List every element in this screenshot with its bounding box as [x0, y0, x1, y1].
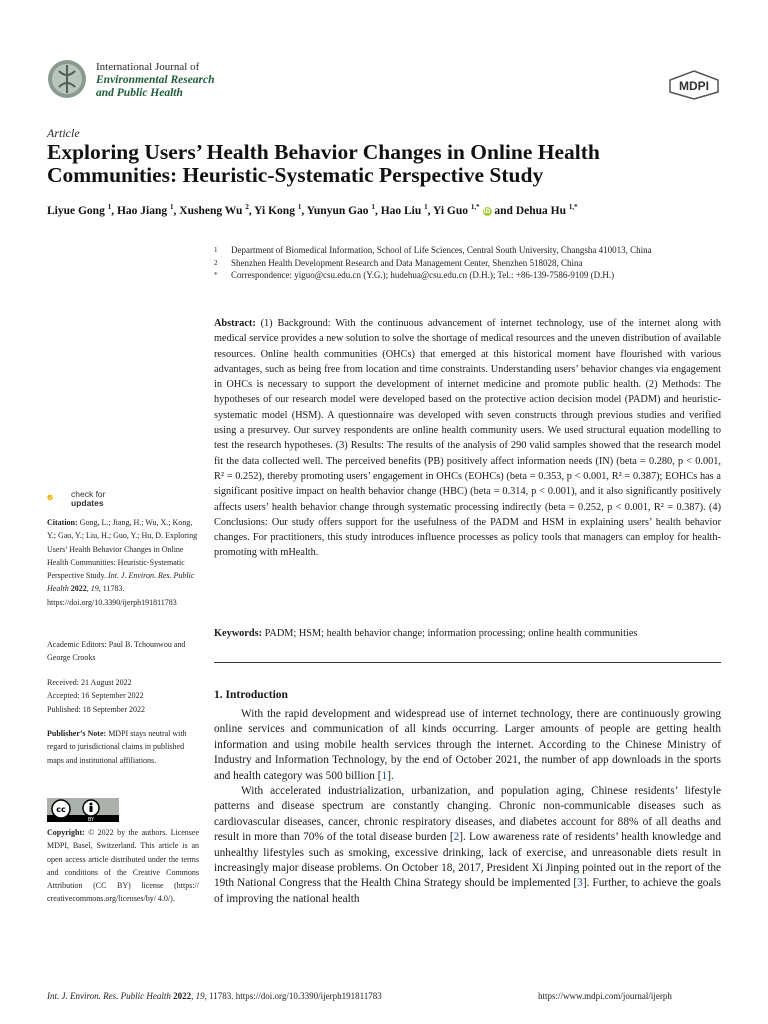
author-name: Dehua Hu — [515, 204, 566, 217]
footer-volume: 19 — [195, 991, 205, 1001]
journal-name — [96, 61, 215, 100]
keywords — [214, 628, 721, 639]
keywords-label: Keywords: — [214, 628, 263, 639]
section-divider — [214, 662, 721, 663]
author-affil-sup: 1,* — [568, 203, 578, 211]
affiliation-text: Department of Biomedical Information, School of Life Sciences, Central South University, Changsha 410013, China — [231, 245, 652, 255]
check-line-2: updates — [71, 498, 104, 508]
author-list: Liyue Gong $^1$, Hao Jiang $^1$, Xusheng Wu $^2$, Yi Kong $^1$, Yunyun Gao $^1$, Hao Liu $^1$, Yi Guo $^{1,*}$ iD and Dehua Hu $^{1,*}$ — [47, 203, 578, 217]
publisher-note — [47, 727, 199, 767]
author-name: Hao Jiang — [116, 204, 168, 217]
article-type: Article — [47, 126, 80, 140]
academic-editors: Academic Editors: Paul B. Tchounwou and George Crooks — [47, 640, 186, 663]
citation-journal: Int. J. Environ. Res. Public Health — [47, 571, 195, 594]
copyright-block — [47, 826, 199, 906]
affiliation-row — [214, 244, 724, 257]
author-affil-sup: 1 — [170, 203, 174, 211]
author-name: Yi Guo — [432, 204, 469, 217]
author-affil-sup: 1 — [371, 203, 375, 211]
publisher-note-text: MDPI stays neutral with regard to jurisdictional claims in published maps and institutional affiliations. — [47, 729, 187, 765]
affiliation-row — [214, 257, 724, 270]
author-name: Xusheng Wu — [179, 204, 243, 217]
affiliation-number: 1 — [214, 246, 218, 254]
correspondence-row — [214, 269, 724, 282]
paragraph — [214, 707, 721, 784]
footer-citation: Int. J. Environ. Res. Public Health 2022, 19, 11783. https://doi.org/10.3390/ijerph191811783 — [47, 991, 382, 1001]
author-name: Yunyun Gao — [306, 204, 369, 217]
check-for-updates-label[interactable] — [71, 490, 106, 508]
copyright-text: © 2022 by the authors. Licensee MDPI, Basel, Switzerland. This article is an open access article distributed under the terms and conditions of the Creative Commons Attribution (CC BY) license (https:// creativecommons.org/licenses/by/ 4.0/). — [47, 828, 200, 904]
check-line-1: check for — [71, 489, 106, 499]
introduction-body — [214, 707, 721, 907]
citation-link[interactable]: 1 — [381, 769, 388, 782]
author-affil-sup: 1 — [424, 203, 428, 211]
dates-block — [47, 676, 199, 716]
orcid-icon[interactable]: iD — [483, 207, 491, 215]
citation-block: Citation: Gong, L.; Jiang, H.; Wu, X.; Kong, Y.; Gao, Y.; Liu, H.; Guo, Y.; Hu, D. Exploring Users’ Health Behavior Changes in Online Health Communities: Heuristic-Systematic Perspective Study. Int. J. Environ. Res. Public Health 2022, 19, 11783. https://doi.org/10.3390/ijerph191811783 — [47, 518, 198, 607]
citation-link[interactable]: 2 — [453, 831, 460, 844]
accepted-date: Accepted: 16 September 2022 — [47, 691, 144, 701]
paragraph-text: With accelerated industrialization, urbanization, and population aging, Chinese residents’ lifestyle patterns and disease spectrum are constantly changing. Chronic non-communicable diseases such as cardiovascular diseases, cancer, chronic respiratory diseases, and diabetes account for 88% of all deaths and result in more than 70% of the total disease burden [ — [214, 785, 721, 844]
citation-label: Citation: — [47, 518, 78, 527]
author-name: Yi Kong — [254, 204, 295, 217]
affiliations — [214, 244, 724, 282]
abstract — [214, 316, 721, 561]
citation-year: 2022 — [70, 584, 87, 594]
title-line-2: Communities: Heuristic-Systematic Perspective Study — [47, 163, 544, 187]
footer-year: 2022 — [173, 991, 192, 1001]
journal-name-line3: and Public Health — [96, 87, 183, 99]
affiliation-number: 2 — [214, 258, 218, 267]
section-heading: 1. Introduction — [214, 689, 288, 701]
title-line-1: Exploring Users’ Health Behavior Changes in Online Health — [47, 140, 600, 164]
paragraph-text: ]. — [387, 769, 394, 782]
footer-journal-url[interactable]: https://www.mdpi.com/journal/ijerph — [538, 991, 672, 1001]
author-affil-sup: 1,* — [470, 203, 480, 211]
svg-text:cc: cc — [56, 805, 66, 814]
author-name: Hao Liu — [380, 204, 422, 217]
author-affil-sup: 1 — [297, 203, 302, 211]
received-date: Received: 21 August 2022 — [47, 678, 132, 687]
affiliation-text: Shenzhen Health Development Research and Data Management Center, Shenzhen 518028, China — [231, 257, 583, 268]
copyright-label: Copyright: — [47, 828, 85, 837]
citation-volume: 19 — [90, 584, 99, 594]
footer-doi[interactable]: , 11783. https://doi.org/10.3390/ijerph191811783 — [204, 991, 382, 1001]
citation-link[interactable]: 3 — [577, 877, 583, 890]
journal-name-line1: International Journal of — [96, 61, 200, 73]
citation-text: Gong, L.; Jiang, H.; Wu, X.; Kong, Y.; Gao, Y.; Liu, H.; Guo, Y.; Hu, D. Exploring Users’ Health Behavior Changes in Online Health Communities: Heuristic-Systematic Perspective Study. — [47, 518, 198, 581]
keywords-text: PADM; HSM; health behavior change; information processing; online health communities — [264, 628, 638, 639]
publisher-note-label: Publisher’s Note: — [47, 729, 107, 738]
cc-by-license-icon[interactable] — [47, 798, 119, 822]
mdpi-logo-text: MDPI — [679, 79, 709, 93]
paragraph-text: With the rapid development and widespread use of internet technology, there are continuously growing online services and communication of all kinds occurring. Larger amounts of people are getting health information and using mobile health services through the internet. According to the Chinese Ministry of Industry and Information Technology, by the end of October 2021, the number of app downloads in the sports and health category was 500 billion [ — [214, 708, 721, 782]
paragraph — [214, 784, 721, 907]
footer-journal: Int. J. Environ. Res. Public Health — [47, 991, 171, 1001]
article-title — [47, 141, 737, 187]
abstract-label: Abstract: — [214, 318, 256, 329]
paragraph-text: ]. Further, to achieve the goals of improving the national health — [214, 877, 721, 905]
correspondence-text: Correspondence: yiguo@csu.edu.cn (Y.G.); hudehua@csu.edu.cn (D.H.); Tel.: +86-139-7586-9109 (D.H.) — [231, 270, 615, 280]
paragraph-text: ]. Low awareness rate of residents’ health knowledge and unhealthy lifestyles such as smoking, excessive drinking, lack of exercise, and unreasonable diets result in increasingly major disease problems. On October 18, 2017, President Xi Jinping pointed out in the report of the 19th National Congress that the Health China Strategy should be implemented [ — [214, 831, 721, 890]
citation-doi[interactable]: , 11783. https://doi.org/10.3390/ijerph191811783 — [47, 584, 177, 607]
affiliation-number: * — [214, 271, 218, 279]
journal-name-line2: Environmental Research — [96, 74, 215, 86]
author-affil-sup: 1 — [107, 203, 112, 211]
cc-by-text: BY — [87, 817, 95, 822]
abstract-text: (1) Background: With the continuous advancement of internet technology, use of the internet along with medical service provides a new solution to solve the shortage of medical resources and the uneven distribution of available resources. Online health communities (OHCs) that emerged at this historical moment have flourished with various advantages, such as being free from location and time constraints. Understanding users’ behavior changes via engagement in OHCs is necessary to support the development of internet medicine and promote public health. (2) Methods: The hypotheses of our research model were developed based on the protective action decision model (PADM) and heuristic-systematic model (HSM). A questionnaire was developed with seven constructs through previous studies and verified using a presurvey. Our survey respondents are online health community users. We used structural equation modelling to test the research hypotheses. (3) Results: The results of the analysis of 290 valid samples showed that the research model fit the data collected well. The perceived benefits (PB) positively affect information needs (IN) (beta = 0.280, p < 0.001, R² = 0.252), thereby promoting users’ engagement in OHCs (EOHCs) (beta = 0.353, p < 0.001, R² = 0.387); EOHCs has a significant positive impact on health behavior change (HBC) (beta = 0.314, p < 0.001), and it also significantly positively affects users’ health behavior change through systematic processing indirectly (beta = 0.252, p < 0.001, R² = 0.387). (4) Conclusions: Our study offers support for the usefulness of the PADM and HSM in explaining users’ health behavior changes. For practitioners, this study introduces influence processes as policy tools that managers can employ for health-promoting with mHealth. — [214, 318, 721, 559]
author-affil-sup: 2 — [245, 203, 249, 211]
mdpi-logo-icon — [668, 70, 720, 100]
journal-logo-icon — [47, 59, 87, 99]
check-for-updates-icon[interactable] — [47, 487, 69, 509]
author-and: and — [494, 204, 513, 217]
author-name: Liyue Gong — [47, 204, 105, 217]
published-date: Published: 18 September 2022 — [47, 704, 145, 714]
